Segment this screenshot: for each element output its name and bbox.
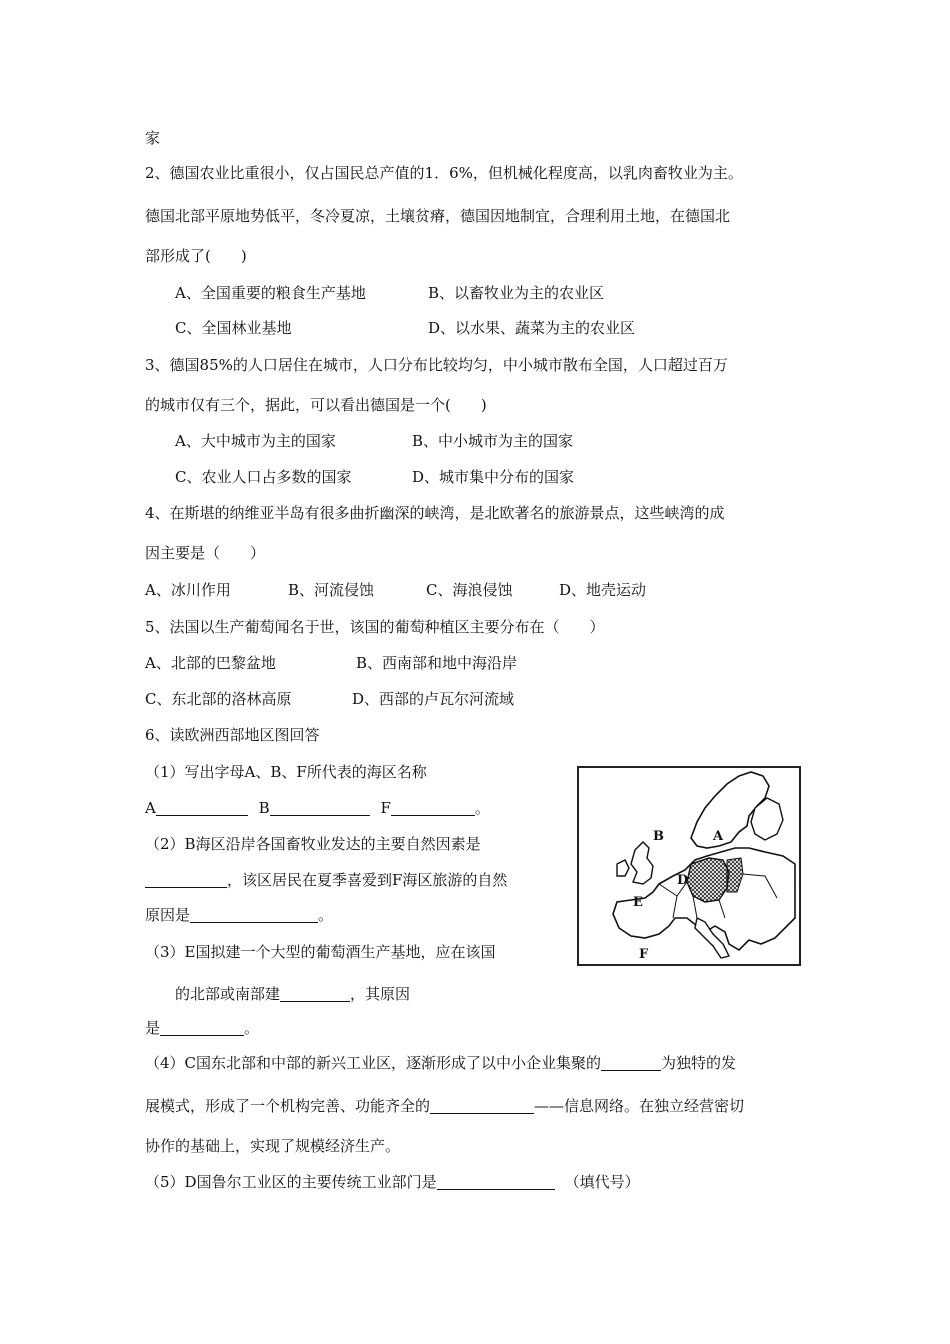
part-2-end: 。 [318, 906, 334, 924]
question-6-part-2-b: ，该区居民在夏季喜爱到F海区旅游的自然 [227, 871, 508, 889]
question-6-part-4-c: 展模式，形成了一个机构完善、功能齐全的 [145, 1097, 431, 1115]
question-6-part-5-a: （5）D国鲁尔工业区的主要传统工业部门是 [145, 1173, 437, 1191]
question-5-option-b: B、西南部和地中海沿岸 [356, 654, 518, 672]
blank-wine-location[interactable] [280, 985, 350, 1002]
question-6-part-4-line-1 [145, 1053, 736, 1073]
question-6-part-4-line-2 [145, 1096, 744, 1116]
map-label-f: F [639, 947, 649, 962]
question-6-part-3-d: 是 [145, 1019, 161, 1037]
question-2-line-3: 部形成了( ) [145, 247, 247, 265]
question-5-line-1: 5、法国以生产葡萄闻名于世，该国的葡萄种植区主要分布在（ ） [145, 618, 605, 636]
question-3-option-c: C、农业人口占多数的国家 [175, 468, 352, 486]
part-1-end: 。 [474, 799, 490, 817]
blank-sea-a[interactable] [156, 799, 248, 816]
question-6-part-3-c: ，其原因 [350, 985, 411, 1003]
question-2-option-c: C、全国林业基地 [175, 319, 292, 337]
question-4-line-2: 因主要是（ ） [145, 544, 266, 562]
map-drawing [579, 768, 799, 964]
question-3-line-1: 3、德国85%的人口居住在城市，人口分布比较均匀，中小城市散布全国，人口超过百万 [145, 356, 728, 374]
question-5-option-d: D、西部的卢瓦尔河流域 [352, 690, 515, 708]
question-4-option-c: C、海浪侵蚀 [426, 581, 513, 599]
blank-f-label: F [380, 799, 391, 817]
question-4-line-1: 4、在斯堪的纳维亚半岛有很多曲折幽深的峡湾，是北欧著名的旅游景点，这些峡湾的成 [145, 504, 725, 522]
question-6-part-1-blanks [145, 798, 490, 818]
blank-network[interactable] [430, 1097, 534, 1114]
blank-industry-model[interactable] [601, 1054, 661, 1071]
question-2-option-d: D、以水果、蔬菜为主的农业区 [428, 319, 636, 337]
map-label-d: D [677, 873, 689, 888]
blank-livestock-factor[interactable] [145, 871, 227, 888]
question-6-part-3-b: 的北部或南部建 [175, 985, 281, 1003]
western-europe-map [577, 766, 801, 966]
blank-b-label: B [258, 799, 270, 817]
question-6-part-2-c: 原因是 [145, 906, 191, 924]
question-5-option-a: A、北部的巴黎盆地 [145, 654, 276, 672]
question-6-part-3-a: （3）E国拟建一个大型的葡萄酒生产基地，应在该国 [145, 943, 496, 961]
question-4-option-b: B、河流侵蚀 [288, 581, 375, 599]
question-2-option-b: B、以畜牧业为主的农业区 [428, 284, 605, 302]
question-6-part-2-b-line [145, 870, 507, 890]
question-2-line-2: 德国北部平原地势低平，冬冷夏凉，土壤贫瘠，德国因地制宜，合理利用土地，在德国北 [145, 207, 731, 225]
question-1-tail: 家 [145, 129, 161, 147]
blank-wine-reason[interactable] [160, 1019, 244, 1036]
question-6-part-1: （1）写出字母A、B、F所代表的海区名称 [145, 763, 427, 781]
map-label-a: A [713, 829, 724, 844]
ireland-outline [617, 860, 629, 876]
question-2-option-a: A、全国重要的粮食生产基地 [175, 284, 366, 302]
question-6-part-4-a: （4）C国东北部和中部的新兴工业区，逐渐形成了以中小企业集聚的 [145, 1054, 602, 1072]
question-6-part-2-c-line [145, 905, 333, 925]
question-2-line-1: 2、德国农业比重很小，仅占国民总产值的1．6%，但机械化程度高，以乳肉畜牧业为主。 [145, 164, 743, 182]
map-label-b: B [653, 829, 664, 844]
question-4-option-d: D、地壳运动 [559, 581, 647, 599]
question-3-option-d: D、城市集中分布的国家 [412, 468, 575, 486]
question-6-part-5-b: （填代号） [564, 1173, 640, 1191]
question-3-option-a: A、大中城市为主的国家 [175, 432, 336, 450]
map-label-e: E [633, 895, 643, 910]
question-6-part-3-b-line [175, 984, 410, 1004]
question-6-part-3-d-line [145, 1018, 259, 1038]
question-3-line-2: 的城市仅有三个，据此，可以看出德国是一个( ) [145, 396, 487, 414]
question-6-part-5-line [145, 1172, 640, 1192]
question-6-part-4-b: 为独特的发 [661, 1054, 737, 1072]
question-3-option-b: B、中小城市为主的国家 [412, 432, 574, 450]
question-6-part-4-d: ——信息网络。在独立经营密切 [534, 1097, 745, 1115]
question-6-part-2-a: （2）B海区沿岸各国畜牧业发达的主要自然因素是 [145, 835, 481, 853]
blank-tourism-reason[interactable] [190, 906, 318, 923]
question-6-title: 6、读欧洲西部地区图回答 [145, 726, 320, 744]
germany-hatched-region [687, 858, 729, 902]
blank-ruhr-industry[interactable] [437, 1173, 555, 1190]
blank-a-label: A [145, 799, 156, 817]
question-5-option-c: C、东北部的洛林高原 [145, 690, 292, 708]
question-6-part-4-e: 协作的基础上，实现了规模经济生产。 [145, 1137, 401, 1155]
part-3-end: 。 [244, 1019, 260, 1037]
blank-sea-f[interactable] [391, 799, 475, 816]
britain-outline [631, 842, 653, 884]
blank-sea-b[interactable] [270, 799, 370, 816]
question-4-option-a: A、冰川作用 [145, 581, 231, 599]
